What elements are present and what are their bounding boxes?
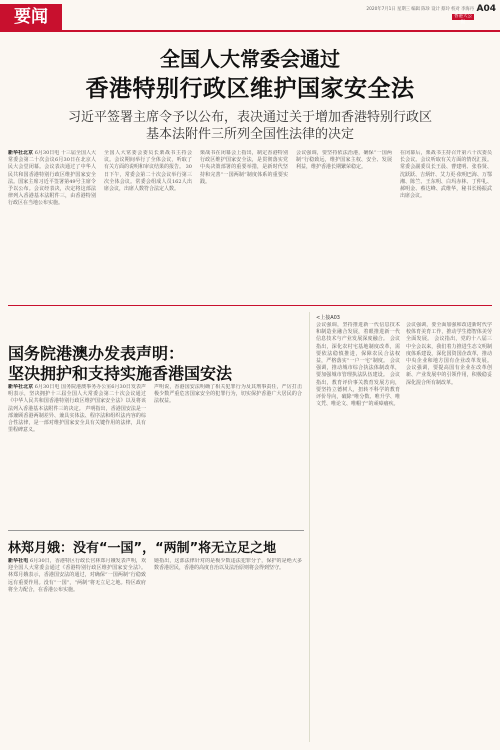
- story3-headline: 林郑月娥：没有“一国”，“两制”将无立足之地: [8, 541, 277, 556]
- story3-column-2: [154, 558, 302, 742]
- lead-headline-line1: 全国人大常委会通过: [160, 47, 340, 71]
- continuation-marker: <上接A03: [316, 315, 340, 321]
- cont-body-1: 会议强调，坚持推进新一代信息技术和制造业融合发展，着眼推进新一代信息技术与产业发展深度融合。: [316, 322, 400, 343]
- story3-body-2: 林郑月娥表示，香港国安法的通过，对确保“一国两制”行稳致远有重要作用。没有“一国”，“两制”将无立足之地。特区政府将全力配合，在香港公布实施。: [8, 572, 146, 593]
- story2-column-2: [154, 384, 302, 524]
- lead-subhead-line2: 基本法附件三所列全国性法律的决定: [145, 127, 354, 142]
- story2-body-3: 声明说，香港国安法明确了相关犯罪行为及其刑事责任，严厉打击极少数严重危害国家安全的犯罪行为，切实保护香港广大居民的合法权益。: [154, 384, 302, 405]
- story2-column-1: [8, 384, 146, 524]
- story3-column-1: [8, 558, 146, 742]
- cont-body-3: 会议强调，推动城市综合执法体制改革，要加强城市管理执法队伍建设。: [316, 358, 400, 379]
- story3-body-3: 她指出，这部法律针对的是极少数违法犯罪分子，保护的是绝大多数香港居民，香港的高度自治以及法治原则将会得到坚守。: [154, 558, 302, 572]
- story2-headline-line1: 国务院港澳办发表声明：: [8, 344, 185, 363]
- lead-column-2: [104, 150, 192, 300]
- section-divider: [8, 305, 492, 306]
- cont-body-4: 会议指出，教育评价事关教育发展方向，要坚持立德树人，扭转不科学的教育评价导向，破除“唯分数、唯升学、唯文凭、唯论文、唯帽子”的顽瘴痼疾。: [316, 372, 400, 408]
- story3-divider: [8, 530, 304, 531]
- story3-byline: 新华社电: [8, 558, 29, 564]
- page-badge: 香港大公报: [454, 14, 472, 25]
- story2-body-2: 声明指出，香港国安法是一部兼顾香港两制差异、兼具实体法、程序法和组织法内容的综合性法律，是一部对维护国家安全具有关键作用的法律，具有里程碑意义。: [8, 405, 146, 434]
- lead-body-4: 栗战书在闭幕会上指出，制定香港特别行政区维护国家安全法，是贯彻落实党中央决策部署的重要举措，是新时代坚持和完善“一国两制”制度体系的重要实践。: [200, 150, 288, 185]
- story2-headline-line2: 坚决拥护和支持实施香港国安法: [8, 364, 233, 383]
- lead-body-1: 6月30日电 十三届全国人大常委会第二十次会议6月30日在北京人民大会堂闭幕。会议表决通过了中华人民共和国香港特别行政区维护国家安全法。国家主席习近平签署第49号主席令予以公布。会议经表决，决定将这部法律列入香港基本法附件三，由香港特别行政区在当地公布实施。: [8, 150, 96, 207]
- lead-headline-line2: 香港特别行政区维护国家安全法: [85, 76, 415, 102]
- lead-column-3: [200, 150, 288, 300]
- story3-body-1: 6月30日，香港特区行政长官林郑月娥发表声明，欢迎全国人大常委会通过《香港特别行政区维护国家安全法》。: [8, 558, 146, 572]
- cont-body-6: 会议指出，党的十八届三中全会以来，我们着力推进生态文明制度体系建设，深化国资国企改革，推动中央企业和地方国有企业改革发展。: [406, 336, 492, 365]
- lead-byline: 新华社北京: [8, 150, 34, 156]
- cont-body-7: 会议强调，要提高国有企业在改革创新、产业发展中的引领作用，积极稳妥深化混合所有制改革。: [406, 365, 492, 386]
- lead-body-6: 在闭幕后，栗战书主持召开第六十次委员长会议。会议听取有关方面的情况汇报。常委会副委员长王晨、曹建明、张春贤、沈跃跃、吉炳轩、艾力更·依明巴海、万鄂湘、陈竺、王东明、白玛赤林、丁仲礼、郝明金、蔡达峰、武维华，秘书长杨振武出席会议。: [400, 150, 492, 200]
- story2-byline: 新华社北京: [8, 384, 34, 390]
- section-tag: 要闻: [0, 4, 62, 30]
- continuation-column-2: [406, 322, 492, 742]
- masthead-rule: [0, 30, 500, 32]
- masthead: [0, 0, 500, 36]
- lead-column-4: [296, 150, 392, 300]
- lead-column-1: [8, 150, 96, 300]
- cont-body-5: 会议强调，要全面加强和改进新时代学校体育美育工作，推动学生德智体美劳全面发展。: [406, 322, 492, 343]
- dateline: 2020年7月1日 星期三 编辑 陈珍 设计 蔡玲 校对 李海丹: [366, 7, 474, 12]
- story2-body-1: 6月30日电 国务院港澳事务办公室6月30日发表声明表示，坚决拥护十三届全国人大常委会第二十次会议通过《中华人民共和国香港特别行政区维护国家安全法》以及将该法列入香港基本法附件三的决定。: [8, 384, 146, 412]
- lead-body-3: 30日下午，常委会第二十次会议举行第三次全体会议。常委会组成人员162人出席会议，出席人数符合法定人数。: [104, 164, 192, 193]
- lead-body-2: 全国人大常委会委员长栗战书主持会议。会议期间举行了全体会议，听取了有关方面的说明和审议结果的报告。: [104, 150, 192, 171]
- column-separator: [309, 312, 310, 742]
- lead-column-5: [400, 150, 492, 300]
- page-number: A04: [476, 4, 496, 14]
- continuation-column-1: [316, 322, 400, 742]
- cont-body-2: 会议指出，深化农村宅基地制度改革，需要依法稳慎推进，保障农民合法权益，严格落实“一户一宅”制度。: [316, 336, 400, 365]
- lead-body-5: 会议强调，要坚持依法治港，确保“一国两制”行稳致远，维护国家主权、安全、发展利益，维护香港长期繁荣稳定。: [296, 150, 392, 171]
- lead-subhead-line1: 习近平签署主席令予以公布，表决通过关于增加香港特别行政区: [67, 110, 432, 125]
